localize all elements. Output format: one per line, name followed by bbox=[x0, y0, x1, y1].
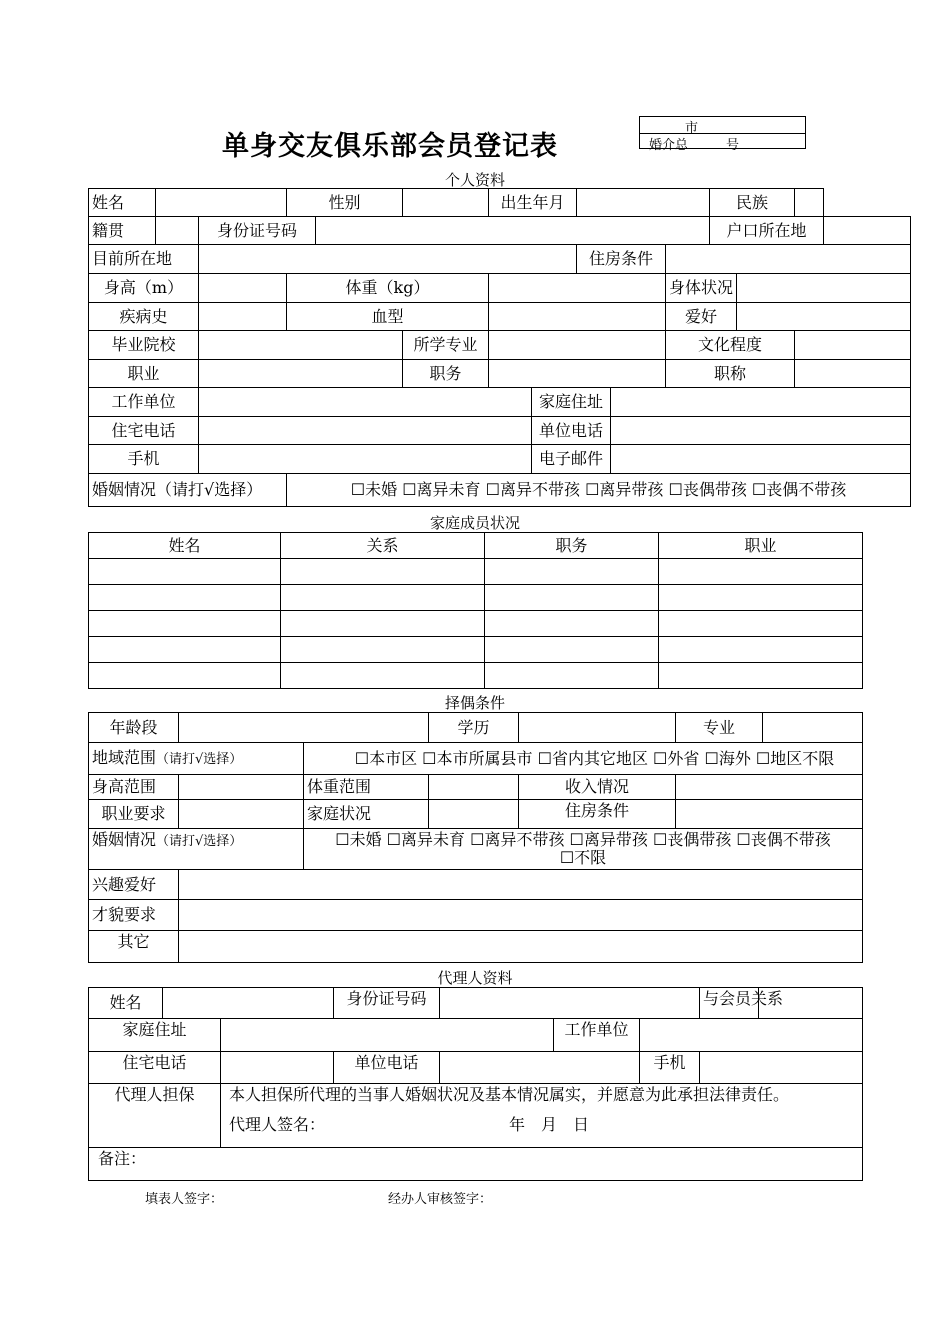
criteria-weight-label: 体重范围 bbox=[304, 775, 429, 800]
family-cell[interactable] bbox=[485, 611, 659, 637]
criteria-other-label: 其它 bbox=[89, 931, 179, 963]
family-cell[interactable] bbox=[659, 637, 863, 663]
illness-field[interactable] bbox=[199, 303, 287, 331]
criteria-housing-field[interactable] bbox=[676, 800, 863, 829]
agent-guarantee-text: 本人担保所代理的当事人婚姻状况及基本情况属实，并愿意为此承担法律责任。 bbox=[229, 1085, 790, 1104]
family-cell[interactable] bbox=[485, 585, 659, 611]
birth-label: 出生年月 bbox=[489, 189, 577, 217]
section-personal: 个人资料 bbox=[444, 171, 505, 189]
criteria-marital-label bbox=[89, 829, 304, 870]
agent-signature-date: 年 月 日 bbox=[509, 1115, 590, 1134]
agent-guarantee-cell bbox=[221, 1084, 863, 1148]
home-address-label: 家庭住址 bbox=[532, 388, 611, 417]
work-unit-field[interactable] bbox=[199, 388, 532, 417]
agent-id-field[interactable] bbox=[440, 988, 700, 1019]
native-field[interactable] bbox=[156, 217, 199, 245]
title-rank-field[interactable] bbox=[795, 360, 911, 388]
family-cell[interactable] bbox=[89, 663, 281, 689]
criteria-education-label: 学历 bbox=[429, 713, 519, 743]
home-address-field[interactable] bbox=[611, 388, 911, 417]
email-label: 电子邮件 bbox=[532, 445, 611, 474]
family-cell[interactable] bbox=[281, 559, 485, 585]
occupation-field[interactable] bbox=[199, 360, 403, 388]
agent-mobile-label: 手机 bbox=[640, 1052, 700, 1084]
health-field[interactable] bbox=[737, 274, 911, 303]
illness-label: 疾病史 bbox=[89, 303, 199, 331]
mobile-field[interactable] bbox=[199, 445, 532, 474]
agent-home-phone-field[interactable] bbox=[221, 1052, 334, 1084]
page-title: 单身交友俱乐部会员登记表 bbox=[222, 131, 558, 162]
email-field[interactable] bbox=[611, 445, 911, 474]
school-label: 毕业院校 bbox=[89, 331, 199, 360]
agent-relation-label: 与会员关系 bbox=[700, 988, 759, 1019]
personal-info-table bbox=[88, 188, 911, 507]
criteria-interest-label: 兴趣爱好 bbox=[89, 870, 179, 900]
criteria-age-label: 年龄段 bbox=[89, 713, 179, 743]
family-cell[interactable] bbox=[485, 559, 659, 585]
criteria-major-label: 专业 bbox=[676, 713, 763, 743]
family-cell[interactable] bbox=[485, 663, 659, 689]
gender-label: 性别 bbox=[287, 189, 403, 217]
birth-field[interactable] bbox=[577, 189, 710, 217]
work-phone-label: 单位电话 bbox=[532, 417, 611, 445]
criteria-marital-note: （请打√选择） bbox=[156, 834, 243, 849]
school-field[interactable] bbox=[199, 331, 403, 360]
family-cell[interactable] bbox=[659, 559, 863, 585]
marital-status-options[interactable]: ☐未婚 ☐离异未育 ☐离异不带孩 ☐离异带孩 ☐丧偶带孩 ☐丧偶不带孩 bbox=[287, 474, 911, 507]
registration-number-box bbox=[639, 116, 806, 153]
agent-work-unit-label: 工作单位 bbox=[554, 1019, 640, 1052]
agent-id-label: 身份证号码 bbox=[334, 988, 440, 1019]
family-header-relation: 关系 bbox=[281, 533, 485, 559]
criteria-income-field[interactable] bbox=[676, 775, 863, 800]
weight-field[interactable] bbox=[489, 274, 666, 303]
work-phone-field[interactable] bbox=[611, 417, 911, 445]
agent-home-address-field[interactable] bbox=[221, 1019, 554, 1052]
table-row bbox=[89, 637, 863, 663]
mobile-label: 手机 bbox=[89, 445, 199, 474]
criteria-region-note: （请打√选择） bbox=[156, 751, 243, 767]
family-cell[interactable] bbox=[89, 611, 281, 637]
marital-status-label: 婚姻情况（请打√选择） bbox=[89, 474, 287, 507]
major-label: 所学专业 bbox=[403, 331, 489, 360]
table-row bbox=[89, 611, 863, 637]
position-label: 职务 bbox=[403, 360, 489, 388]
family-header-name: 姓名 bbox=[89, 533, 281, 559]
agent-work-unit-field[interactable] bbox=[640, 1019, 863, 1052]
criteria-other-field[interactable] bbox=[179, 931, 863, 963]
criteria-interest-field[interactable] bbox=[179, 870, 863, 900]
criteria-education-field[interactable] bbox=[519, 713, 676, 743]
agent-home-phone-label: 住宅电话 bbox=[89, 1052, 221, 1084]
hobby-label: 爱好 bbox=[666, 303, 737, 331]
criteria-family-label: 家庭状况 bbox=[304, 800, 429, 829]
agent-name-label: 姓名 bbox=[89, 988, 163, 1019]
agent-info-table bbox=[88, 987, 863, 1181]
family-cell[interactable] bbox=[485, 637, 659, 663]
family-cell[interactable] bbox=[659, 663, 863, 689]
criteria-marital-options-line1: ☐未婚 ☐离异未育 ☐离异不带孩 ☐离异带孩 ☐丧偶带孩 ☐丧偶不带孩 bbox=[335, 830, 831, 849]
blood-field[interactable] bbox=[489, 303, 666, 331]
remarks-field[interactable]: 备注： bbox=[89, 1148, 863, 1181]
section-criteria: 择偶条件 bbox=[444, 694, 505, 712]
home-phone-field[interactable] bbox=[199, 417, 532, 445]
city-label: 市 bbox=[685, 121, 699, 136]
native-label: 籍贯 bbox=[89, 217, 156, 245]
family-cell[interactable] bbox=[89, 637, 281, 663]
criteria-marital-main: 婚姻情况 bbox=[92, 830, 157, 849]
family-cell[interactable] bbox=[659, 585, 863, 611]
home-phone-label: 住宅电话 bbox=[89, 417, 199, 445]
gender-field[interactable] bbox=[403, 189, 489, 217]
family-cell[interactable] bbox=[89, 559, 281, 585]
id-number-field[interactable] bbox=[316, 217, 710, 245]
housing-label: 住房条件 bbox=[577, 245, 666, 274]
height-label: 身高（m） bbox=[89, 274, 199, 303]
family-cell[interactable] bbox=[659, 611, 863, 637]
criteria-marital-options[interactable] bbox=[304, 829, 863, 870]
education-field[interactable] bbox=[795, 331, 911, 360]
family-cell[interactable] bbox=[281, 585, 485, 611]
ethnicity-field[interactable] bbox=[795, 189, 824, 217]
reviewer-signature-label: 经办人审核签字： bbox=[388, 1192, 493, 1207]
criteria-looks-label: 才貌要求 bbox=[89, 900, 179, 931]
ethnicity-label: 民族 bbox=[710, 189, 795, 217]
criteria-age-field[interactable] bbox=[179, 713, 429, 743]
hobby-field[interactable] bbox=[737, 303, 911, 331]
table-row bbox=[89, 559, 863, 585]
family-members-table bbox=[88, 532, 863, 689]
health-label: 身体状况 bbox=[666, 274, 737, 303]
family-cell[interactable] bbox=[281, 663, 485, 689]
residence-field[interactable] bbox=[199, 245, 577, 274]
agent-work-phone-label: 单位电话 bbox=[334, 1052, 440, 1084]
housing-field[interactable] bbox=[666, 245, 911, 274]
work-unit-label: 工作单位 bbox=[89, 388, 199, 417]
criteria-housing-label: 住房条件 bbox=[519, 800, 676, 829]
criteria-region-options[interactable]: ☐本市区 ☐本市所属县市 ☐省内其它地区 ☐外省 ☐海外 ☐地区不限 bbox=[304, 743, 863, 775]
table-row bbox=[89, 585, 863, 611]
criteria-region-label bbox=[89, 743, 304, 775]
criteria-height-field[interactable] bbox=[179, 775, 304, 800]
criteria-weight-field[interactable] bbox=[429, 775, 519, 800]
criteria-marital-options-line2: ☐不限 bbox=[559, 848, 607, 867]
agency-prefix-label: 婚介总 bbox=[649, 138, 689, 153]
criteria-looks-field[interactable] bbox=[179, 900, 863, 931]
title-rank-label: 职称 bbox=[666, 360, 795, 388]
weight-label: 体重（kg） bbox=[287, 274, 489, 303]
agent-work-phone-field[interactable] bbox=[440, 1052, 640, 1084]
section-family: 家庭成员状况 bbox=[429, 514, 520, 532]
name-label: 姓名 bbox=[89, 189, 156, 217]
partner-criteria-table bbox=[88, 712, 863, 963]
agent-name-field[interactable] bbox=[163, 988, 334, 1019]
criteria-major-field[interactable] bbox=[763, 713, 863, 743]
family-header-position: 职务 bbox=[485, 533, 659, 559]
criteria-region-main: 地域范围 bbox=[92, 747, 157, 767]
agent-home-address-label: 家庭住址 bbox=[89, 1019, 221, 1052]
residence-label: 目前所在地 bbox=[89, 245, 199, 274]
filler-signature-label: 填表人签字： bbox=[145, 1192, 224, 1207]
position-field[interactable] bbox=[489, 360, 666, 388]
major-field[interactable] bbox=[489, 331, 666, 360]
criteria-job-field[interactable] bbox=[179, 800, 304, 829]
number-suffix-label: 号 bbox=[726, 138, 740, 153]
criteria-job-label: 职业要求 bbox=[89, 800, 179, 829]
agent-mobile-field[interactable] bbox=[700, 1052, 863, 1084]
criteria-income-label: 收入情况 bbox=[519, 775, 676, 800]
id-number-label: 身份证号码 bbox=[199, 217, 316, 245]
family-cell[interactable] bbox=[281, 611, 485, 637]
table-row bbox=[89, 663, 863, 689]
blood-label: 血型 bbox=[287, 303, 489, 331]
name-field[interactable] bbox=[156, 189, 287, 217]
agent-signature-label: 代理人签名： bbox=[229, 1115, 326, 1134]
occupation-label: 职业 bbox=[89, 360, 199, 388]
criteria-family-field[interactable] bbox=[429, 800, 519, 829]
criteria-height-label: 身高范围 bbox=[89, 775, 179, 800]
family-header-occupation: 职业 bbox=[659, 533, 863, 559]
education-label: 文化程度 bbox=[666, 331, 795, 360]
agent-guarantee-label: 代理人担保 bbox=[89, 1084, 221, 1148]
height-field[interactable] bbox=[199, 274, 287, 303]
family-cell[interactable] bbox=[281, 637, 485, 663]
hukou-field[interactable] bbox=[824, 217, 911, 245]
family-cell[interactable] bbox=[89, 585, 281, 611]
hukou-label: 户口所在地 bbox=[710, 217, 824, 245]
section-agent: 代理人资料 bbox=[437, 969, 513, 987]
